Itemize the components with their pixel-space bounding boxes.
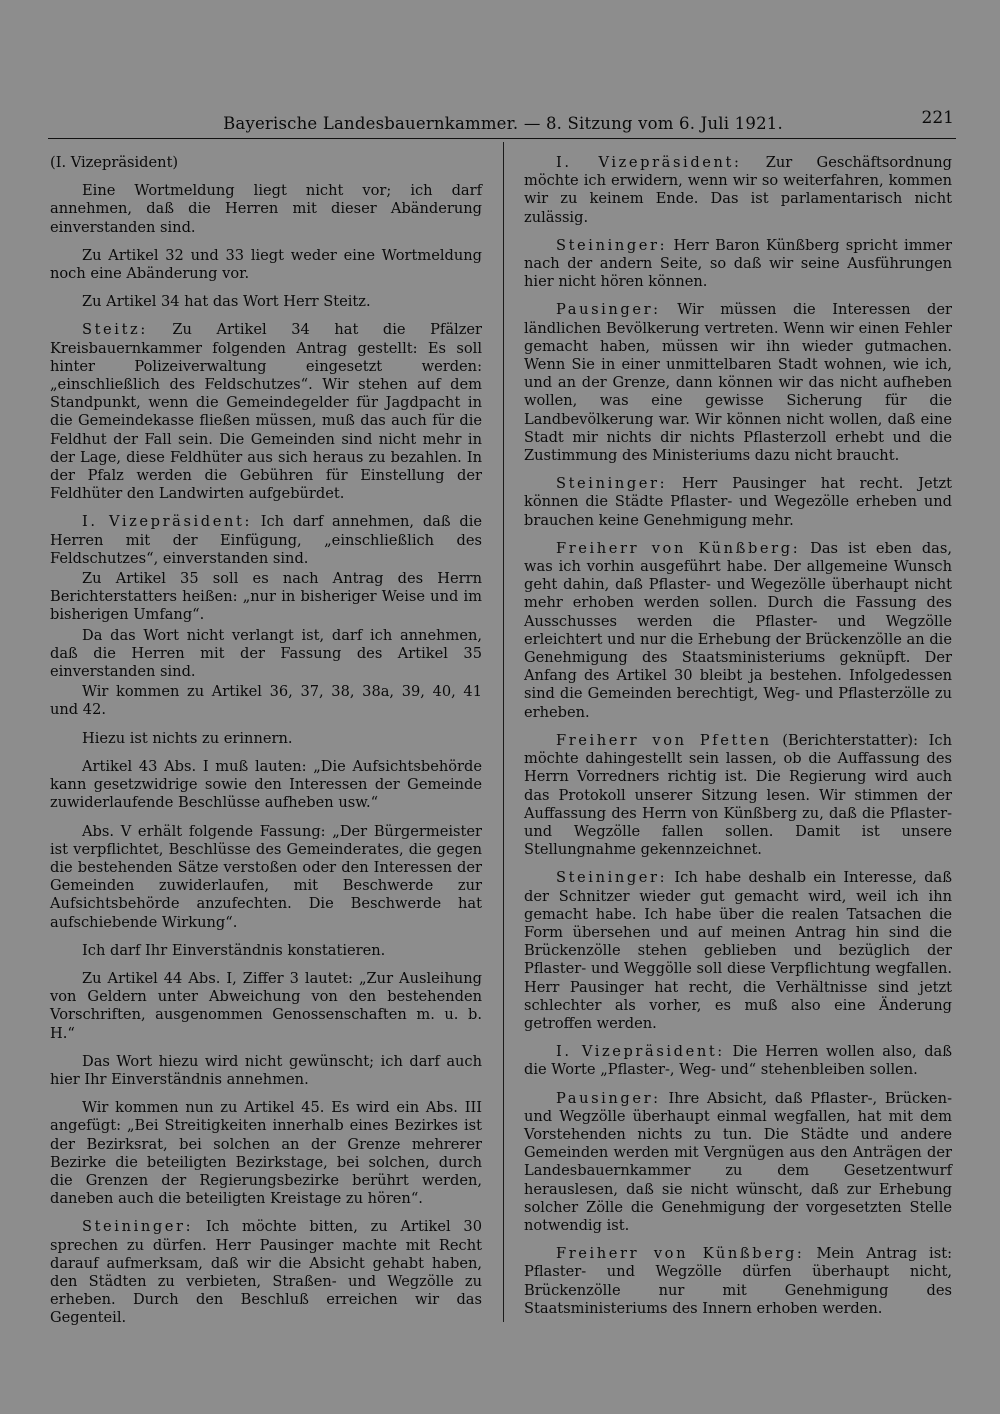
- column-divider: [503, 142, 504, 1322]
- paragraph: [50, 823, 482, 932]
- paragraph: [50, 182, 482, 237]
- paragraph: [50, 1053, 482, 1089]
- speaker-name: I. Vizepräsident:: [556, 154, 742, 171]
- paragraph: [524, 301, 952, 465]
- paragraph-text: Das ist eben das, was ich vorhin ausgeführt habe. Der allgemeine Wunsch geht dahin, daß Pflaster- und Wegezölle überhaupt nicht mehr erhoben werden sollen. Durch die Fassung des Ausschusses werden die Pflaster- und Wegzölle erleichtert und nur die Erhebung der Brückenzölle an die Genehmigung des Staatsministeriums geknüpft. Der Anfang des Artikel 30 bleibt ja bestehen. Infolgedessen sind die Gemeinden berechtigt, Weg- und Pflasterzölle zu erheben.: [524, 539, 952, 721]
- paragraph: [524, 1090, 952, 1236]
- paragraph-text: Ich habe deshalb ein Interesse, daß der Schnitzer wieder gut gemacht wird, weil ich ihn gemacht habe. Ich habe über die realen Tatsachen die Form übersehen und auf meinen Antrag hin sind die Brückenzölle stehen geblieben und bezüglich der Pflaster- und Weggölle soll diese Verpflichtung wegfallen. Herr Pausinger hat recht, die Verhältnisse sind jetzt schlechter als vorher, es muß also eine Änderung getroffen werden.: [524, 869, 952, 1032]
- paragraph-text: Wir müssen die Interessen der ländlichen Bevölkerung vertreten. Wenn wir einen Fehler gemacht haben, müssen wir ihn wieder gutmachen. Wenn Sie in einer unmittelbaren Stadt wohnen, wie ich, und an der Grenze, dann können wir das nicht aufheben wollen, was eine gewisse Sicherung für die Landbevölkerung war. Wir können nicht wollen, daß eine Stadt mir nichts dir nichts Pflasterzoll erhebt und die Zustimmung des Ministeriums dazu nicht braucht.: [524, 301, 952, 465]
- paragraph-text: (Berichterstatter): Ich möchte dahingestellt sein lassen, ob die Auffassung des Herrn Vorredners richtig ist. Die Regierung wird auch das Protokoll unserer Sitzung lesen. Wir stimmen der Auffassung des Herrn von Künßberg zu, daß die Pflaster- und Wegzölle fallen sollen. Damit ist unsere Stellungnahme gekennzeichnet.: [524, 731, 952, 859]
- speaker-name: Freiherr von Künßberg:: [556, 539, 801, 557]
- speaker-name: Steininger:: [556, 236, 668, 254]
- paragraph: [50, 570, 482, 625]
- paragraph: [50, 683, 482, 719]
- paragraph-text: Mein Antrag ist: Pflaster- und Wegzölle dürfen überhaupt nicht, Brückenzölle nur mit Genehmigung des Staatsministeriums des Innern erhoben werden.: [524, 1245, 952, 1317]
- paragraph-text: Zu Artikel 44 Abs. I, Ziffer 3 lautet: „Zur Ausleihung von Geldern unter Abweichung von den bestehenden Vorschriften, ausgenommen Genossenschaften m. u. b. H.“: [50, 969, 482, 1042]
- speaker-name: Pausinger:: [556, 1089, 661, 1107]
- speaker-name: Steitz:: [82, 321, 148, 339]
- paragraph: [50, 970, 482, 1043]
- speaker-name: Steininger:: [82, 1218, 194, 1236]
- paragraph: [524, 869, 952, 1033]
- paragraph: [524, 1043, 952, 1079]
- left-column: [50, 154, 482, 1338]
- paragraph-text: (I. Vizepräsident): [50, 154, 179, 171]
- paragraph-text: Zur Geschäftsordnung möchte ich erwidern, wenn wir so weiterfahren, kommen wir zu keinem Ende. Das ist parlamentarisch nicht zulässig.: [524, 154, 952, 226]
- paragraph-text: Zu Artikel 32 und 33 liegt weder eine Wortmeldung noch eine Abänderung vor.: [50, 246, 482, 283]
- speaker-name: I. Vizepräsident:: [556, 1043, 725, 1061]
- paragraph-text: Herr Baron Künßberg spricht immer nach der andern Seite, so daß wir seine Ausführungen hier nicht hören können.: [524, 236, 952, 291]
- paragraph: [50, 730, 482, 748]
- paragraph: [50, 247, 482, 283]
- paragraph: [524, 540, 952, 722]
- right-column: [524, 154, 952, 1328]
- paragraph: [524, 154, 952, 227]
- paragraph-text: Ich möchte bitten, zu Artikel 30 sprechen zu dürfen. Herr Pausinger machte mit Recht darauf aufmerksam, daß wir die Absicht gehabt haben, den Städten zu verbieten, Straßen- und Wegzölle zu erheben. Durch den Beschluß erreichen wir das Gegenteil.: [50, 1218, 482, 1327]
- paragraph: [50, 513, 482, 568]
- paragraph-text: Eine Wortmeldung liegt nicht vor; ich darf annehmen, daß die Herren mit dieser Abänderung einverstanden sind.: [50, 182, 482, 236]
- header-title: Bayerische Landesbauernkammer. — 8. Sitzung vom 6. Juli 1921.: [223, 114, 783, 133]
- paragraph-text: Das Wort hiezu wird nicht gewünscht; ich darf auch hier Ihr Einverständnis annehmen.: [50, 1052, 482, 1088]
- paragraph: [50, 321, 482, 503]
- paragraph-text: Wir kommen nun zu Artikel 45. Es wird ein Abs. III angefügt: „Bei Streitigkeiten innerhalb eines Bezirkes ist der Bezirksrat, bei solchen an der Grenze mehrerer Bezirke die beteiligten Bezirkstage, bei solchen, durch die Grenzen der Regierungsbezirke berührt werden, daneben auch die beteiligten Kreistage zu hören“.: [50, 1099, 482, 1208]
- paragraph: [50, 758, 482, 813]
- paragraph: [50, 154, 482, 172]
- paragraph: [50, 1218, 482, 1327]
- paragraph-text: Ich darf Ihr Einverständnis konstatieren.: [82, 941, 386, 959]
- speaker-name: Freiherr von Künßberg:: [556, 1245, 805, 1263]
- speaker-name: Steininger:: [556, 475, 668, 493]
- speaker-name: Pausinger:: [556, 301, 661, 319]
- page-header: [48, 108, 958, 140]
- paragraph-text: Hiezu ist nichts zu erinnern.: [82, 729, 293, 747]
- paragraph-text: Zu Artikel 34 hat die Pfälzer Kreisbauernkammer folgenden Antrag gestellt: Es soll hinter Polizeiverwaltung eingesetzt werden: „einschließlich des Feldschutzes“. Wir stehen auf dem Standpunkt, wenn die Gemeindegelder für Jagdpacht in die Gemeindekasse fließen müssen, muß das auch für die Feldhut der Fall sein. Die Gemeinden sind nicht mehr in der Lage, diese Feldhüter aus sich heraus zu bezahlen. In der Pfalz werden die Gebühren für Einstellung der Feldhüter den Landwirten aufgebürdet.: [50, 321, 482, 503]
- paragraph-text: Abs. V erhält folgende Fassung: „Der Bürgermeister ist verpflichtet, Beschlüsse des Gemeinderates, die gegen die bestehenden Sätze verstoßen oder den Interessen der Gemeinden zuwiderlaufen, mit Beschwerde zur Aufsichtsbehörde anzufechten. Die Beschwerde hat aufschiebende Wirkung“.: [50, 822, 482, 931]
- paragraph: [50, 293, 482, 311]
- paragraph-text: Artikel 43 Abs. I muß lauten: „Die Aufsichtsbehörde kann gesetzwidrige sowie den Interessen der Gemeinde zuwiderlaufende Beschlüsse aufheben usw.“: [50, 757, 482, 812]
- paragraph-text: Wir kommen zu Artikel 36, 37, 38, 38a, 39, 40, 41 und 42.: [50, 683, 482, 719]
- paragraph-text: Die Herren wollen also, daß die Worte „Pflaster-, Weg- und“ stehenbleiben sollen.: [524, 1043, 952, 1079]
- header-rule: [48, 138, 956, 139]
- paragraph: [50, 1099, 482, 1208]
- page-number: 221: [921, 108, 954, 128]
- speaker-name: Freiherr von Pfetten: [556, 731, 772, 749]
- paragraph: [524, 1245, 952, 1318]
- paragraph-text: Zu Artikel 35 soll es nach Antrag des Herrn Berichterstatters heißen: „nur in bisheriger Weise und im bisherigen Umfang“.: [50, 570, 482, 624]
- paragraph: [524, 237, 952, 292]
- speaker-name: Steininger:: [556, 869, 668, 887]
- paragraph: [524, 732, 952, 859]
- paragraph-text: Ich darf annehmen, daß die Herren mit der Einfügung, „einschließlich des Feldschutzes“, einverstanden sind.: [50, 513, 483, 567]
- paragraph: [50, 942, 482, 960]
- paragraph-text: Da das Wort nicht verlangt ist, darf ich annehmen, daß die Herren mit der Fassung des Artikel 35 einverstanden sind.: [50, 626, 482, 681]
- paragraph-text: Ihre Absicht, daß Pflaster-, Brücken- und Wegzölle überhaupt einmal wegfallen, hat mit dem Vorstehenden nichts zu tun. Die Städte und andere Gemeinden werden mit Vergnügen aus den Anträgen der Landesbauernkammer zu dem Gesetzentwurf herauslesen, daß sie nicht wünscht, daß zur Erhebung solcher Zölle die Genehmigung der vorgesetzten Stelle notwendig ist.: [524, 1089, 952, 1234]
- paragraph: [50, 627, 482, 682]
- paragraph-text: Zu Artikel 34 hat das Wort Herr Steitz.: [82, 293, 371, 311]
- speaker-name: I. Vizepräsident:: [82, 513, 252, 531]
- paragraph: [524, 475, 952, 530]
- paragraph-text: Herr Pausinger hat recht. Jetzt können die Städte Pflaster- und Wegezölle erheben und brauchen keine Genehmigung mehr.: [524, 475, 952, 529]
